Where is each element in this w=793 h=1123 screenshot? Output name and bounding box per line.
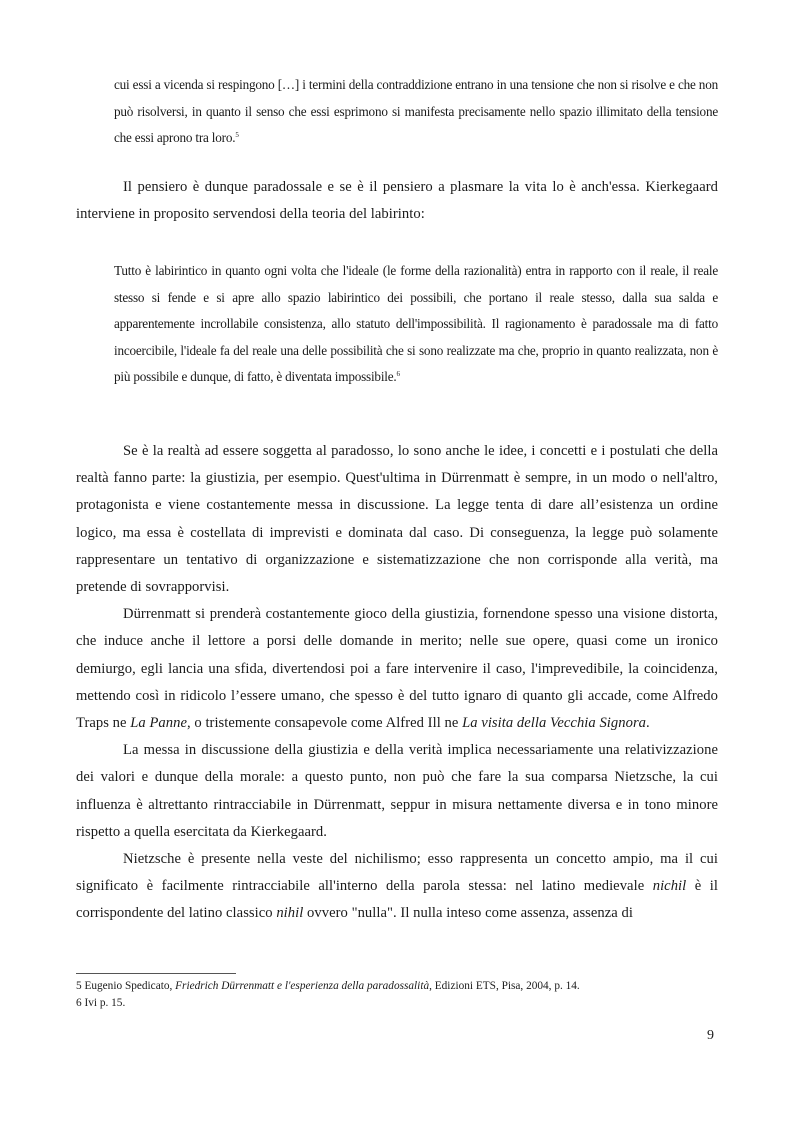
paragraph-5-text-c: ovvero "nulla". Il nulla inteso come assenza, assenza di: [303, 905, 633, 922]
paragraph-5: [76, 846, 718, 928]
word-nihil: nihil: [276, 905, 304, 922]
footnote-separator: [76, 973, 236, 974]
word-nichil: nichil: [652, 878, 687, 895]
paragraph-3-text-b: , o tristemente consapevole come Alfred Ill ne: [187, 715, 463, 732]
quote-1-text: cui essi a vicenda si respingono […] i termini della contraddizione entrano in una tensione che non si risolve e che non può risolversi, in quanto il senso che essi esprimono si manifesta precisamente nello spazio illimitato della tensione che essi aprono tra loro.: [114, 77, 718, 145]
footnote-ref-5[interactable]: 5: [235, 131, 239, 139]
title-la-panne: La Panne: [130, 715, 187, 732]
paragraph-4: La messa in discussione della giustizia e della verità implica necessariamente una relativizzazione dei valori e dunque della morale: a questo punto, non può che fare la sua comparsa Nietzsche, la cui influenza è altrettanto rintracciabile in Dürrenmatt, seppur in misura nettamente diversa e in tono minore rispetto a quella esercitata da Kierkegaard.: [76, 742, 718, 840]
paragraph-3-text-a: Dürrenmatt si prenderà costantemente gioco della giustizia, fornendone spesso una visione distorta, che induce anche il lettore a porsi delle domande in merito; nelle sue opere, quasi come un ironico demiurgo, egli lancia una sfida, divertendosi poi a fare intervenire il caso, l'imprevedibile, la coincidenza, mettendo così in ridicolo l’essere umano, che spesso è del tutto ignaro di quanto gli accade, come Alfredo Traps ne: [76, 606, 718, 732]
footnote-5-suffix: , Edizioni ETS, Pisa, 2004, p. 14.: [429, 980, 580, 992]
footnote-ref-6[interactable]: 6: [396, 370, 400, 378]
footnote-5: [76, 978, 736, 995]
block-quote-1: [114, 72, 718, 152]
footnotes: [76, 978, 736, 1012]
paragraph-5-text-b: è il corrispondente del latino classico: [76, 878, 718, 922]
paragraph-1: Il pensiero è dunque paradossale e se è il pensiero a plasmare la vita lo è anch'essa. Kierkegaard interviene in proposito servendosi della teoria del labirinto:: [76, 179, 718, 223]
paragraph-3: [76, 601, 718, 737]
body-section-2: [76, 438, 718, 928]
paragraph-5-text-a: Nietzsche è presente nella veste del nichilismo; esso rappresenta un concetto ampio, ma il cui significato è facilmente rintracciabile all'interno della parola stessa: nel latino medievale: [76, 851, 718, 895]
page-number: 9: [707, 1028, 714, 1043]
footnote-5-prefix: 5 Eugenio Spedicato,: [76, 980, 176, 992]
paragraph-2: Se è la realtà ad essere soggetta al paradosso, lo sono anche le idee, i concetti e i postulati che della realtà fanno parte: la giustizia, per esempio. Quest'ultima in Dürrenmatt è sempre, in un modo o nell'altro, protagonista e viene costantemente messa in discussione. La legge tenta di dare all’esistenza un ordine logico, ma essa è costellata di imprevisti e dominata dal caso. Di conseguenza, la legge può solamente rappresentare un tentativo di organizzazione e sistematizzazione che non corrisponde alla verità, ma pretende di sovrapporvisi.: [76, 443, 718, 596]
paragraph-3-text-c: .: [646, 715, 650, 732]
quote-2-text: Tutto è labirintico in quanto ogni volta che l'ideale (le forme della razionalità) entra in rapporto con il reale, il reale stesso si fende e si apre allo spazio labirintico dei possibili, che portano il reale stesso, dalla sua salda e apparentemente incrollabile consistenza, allo statuto dell'impossibilità. Il ragionamento è paradossale ma di fatto incoercibile, l'ideale fa del reale una delle possibilità che si sono realizzate ma che, proprio in quanto realizzata, non è più possibile e dunque, di fatto, è diventata impossibile.: [114, 263, 718, 384]
body-section-1: [76, 174, 718, 228]
footnote-6: [76, 995, 736, 1012]
footnote-5-title: Friedrich Dürrenmatt e l'esperienza della paradossalità: [175, 980, 430, 992]
footnote-6-text: 6 Ivi p. 15.: [76, 997, 126, 1009]
block-quote-2: [114, 258, 718, 391]
title-la-visita: La visita della Vecchia Signora: [462, 715, 647, 732]
